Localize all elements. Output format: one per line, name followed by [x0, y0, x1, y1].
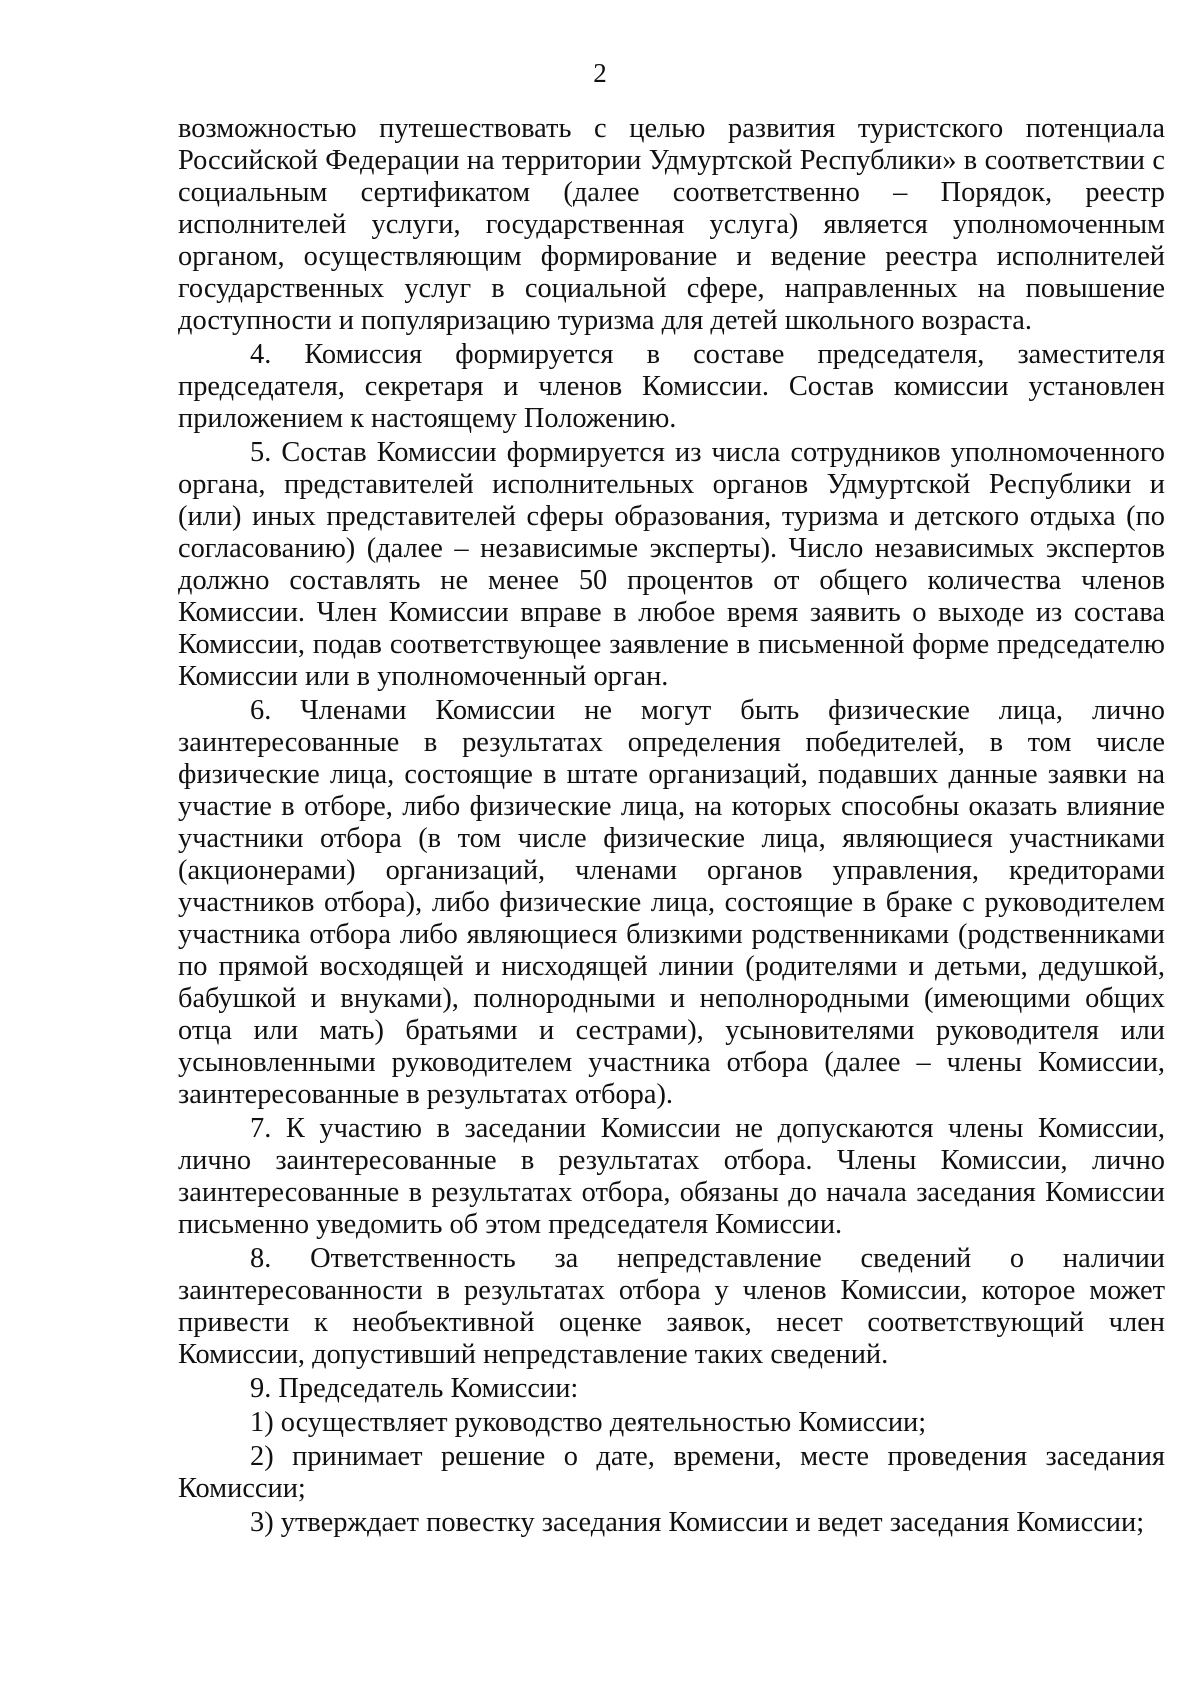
- subitem-1: 1) осуществляет руководство деятельностью Комиссии;: [250, 1407, 927, 1438]
- paragraph-item-7: 7. К участию в заседании Комиссии не допускаются члены Комиссии, лично заинтересованные в результатах отбора. Члены Комиссии, лично заинтересованные в результатах отбора, обязаны до начала заседания Комиссии письменно уведомить об этом председателя Комиссии.: [178, 1113, 1165, 1240]
- paragraph-item-4: 4. Комиссия формируется в составе председателя, заместителя председателя, секретаря и членов Комиссии. Состав комиссии установлен приложением к настоящему Положению.: [178, 339, 1165, 434]
- subitem-2: 2) принимает решение о дате, времени, месте проведения заседания Комиссии;: [178, 1441, 1165, 1504]
- subitem-3: 3) утверждает повестку заседания Комиссии и ведет заседания Комиссии;: [250, 1507, 1145, 1538]
- page-number: 2: [593, 58, 607, 88]
- document-body: [178, 113, 1165, 1539]
- paragraph-continuation: возможностью путешествовать с целью развития туристского потенциала Российской Федерации на территории Удмуртской Республики» в соответствии с социальным сертификатом (далее соответственно – Порядок, реестр исполнителей услуги, государственная услуга) является уполномоченным органом, осуществляющим формирование и ведение реестра исполнителей государственных услуг в социальной сфере, направленных на повышение доступности и популяризацию туризма для детей школьного возраста.: [178, 113, 1165, 336]
- paragraph-item-5: 5. Состав Комиссии формируется из числа сотрудников уполномоченного органа, представителей исполнительных органов Удмуртской Республики и (или) иных представителей сферы образования, туризма и детского отдыха (по согласованию) (далее – независимые эксперты). Число независимых экспертов должно составлять не менее 50 процентов от общего количества членов Комиссии. Член Комиссии вправе в любое время заявить о выходе из состава Комиссии, подав соответствующее заявление в письменной форме председателю Комиссии или в уполномоченный орган.: [178, 437, 1165, 692]
- paragraph-item-9: 9. Председатель Комиссии:: [250, 1373, 579, 1404]
- paragraph-item-6: 6. Членами Комиссии не могут быть физические лица, лично заинтересованные в результатах определения победителей, в том числе физические лица, состоящие в штате организаций, подавших данные заявки на участие в отборе, либо физические лица, на которых способны оказать влияние участники отбора (в том числе физические лица, являющиеся участниками (акционерами) организаций, членами органов управления, кредиторами участников отбора), либо физические лица, состоящие в браке с руководителем участника отбора либо являющиеся близкими родственниками (родственниками по прямой восходящей и нисходящей линии (родителями и детьми, дедушкой, бабушкой и внуками), полнородными и неполнородными (имеющими общих отца или мать) братьями и сестрами), усыновителями руководителя или усыновленными руководителем участника отбора (далее – члены Комиссии, заинтересованные в результатах отбора).: [178, 695, 1165, 1110]
- paragraph-item-8: 8. Ответственность за непредставление сведений о наличии заинтересованности в результатах отбора у членов Комиссии, которое может привести к необъективной оценке заявок, несет соответствующий член Комиссии, допустивший непредставление таких сведений.: [178, 1243, 1165, 1370]
